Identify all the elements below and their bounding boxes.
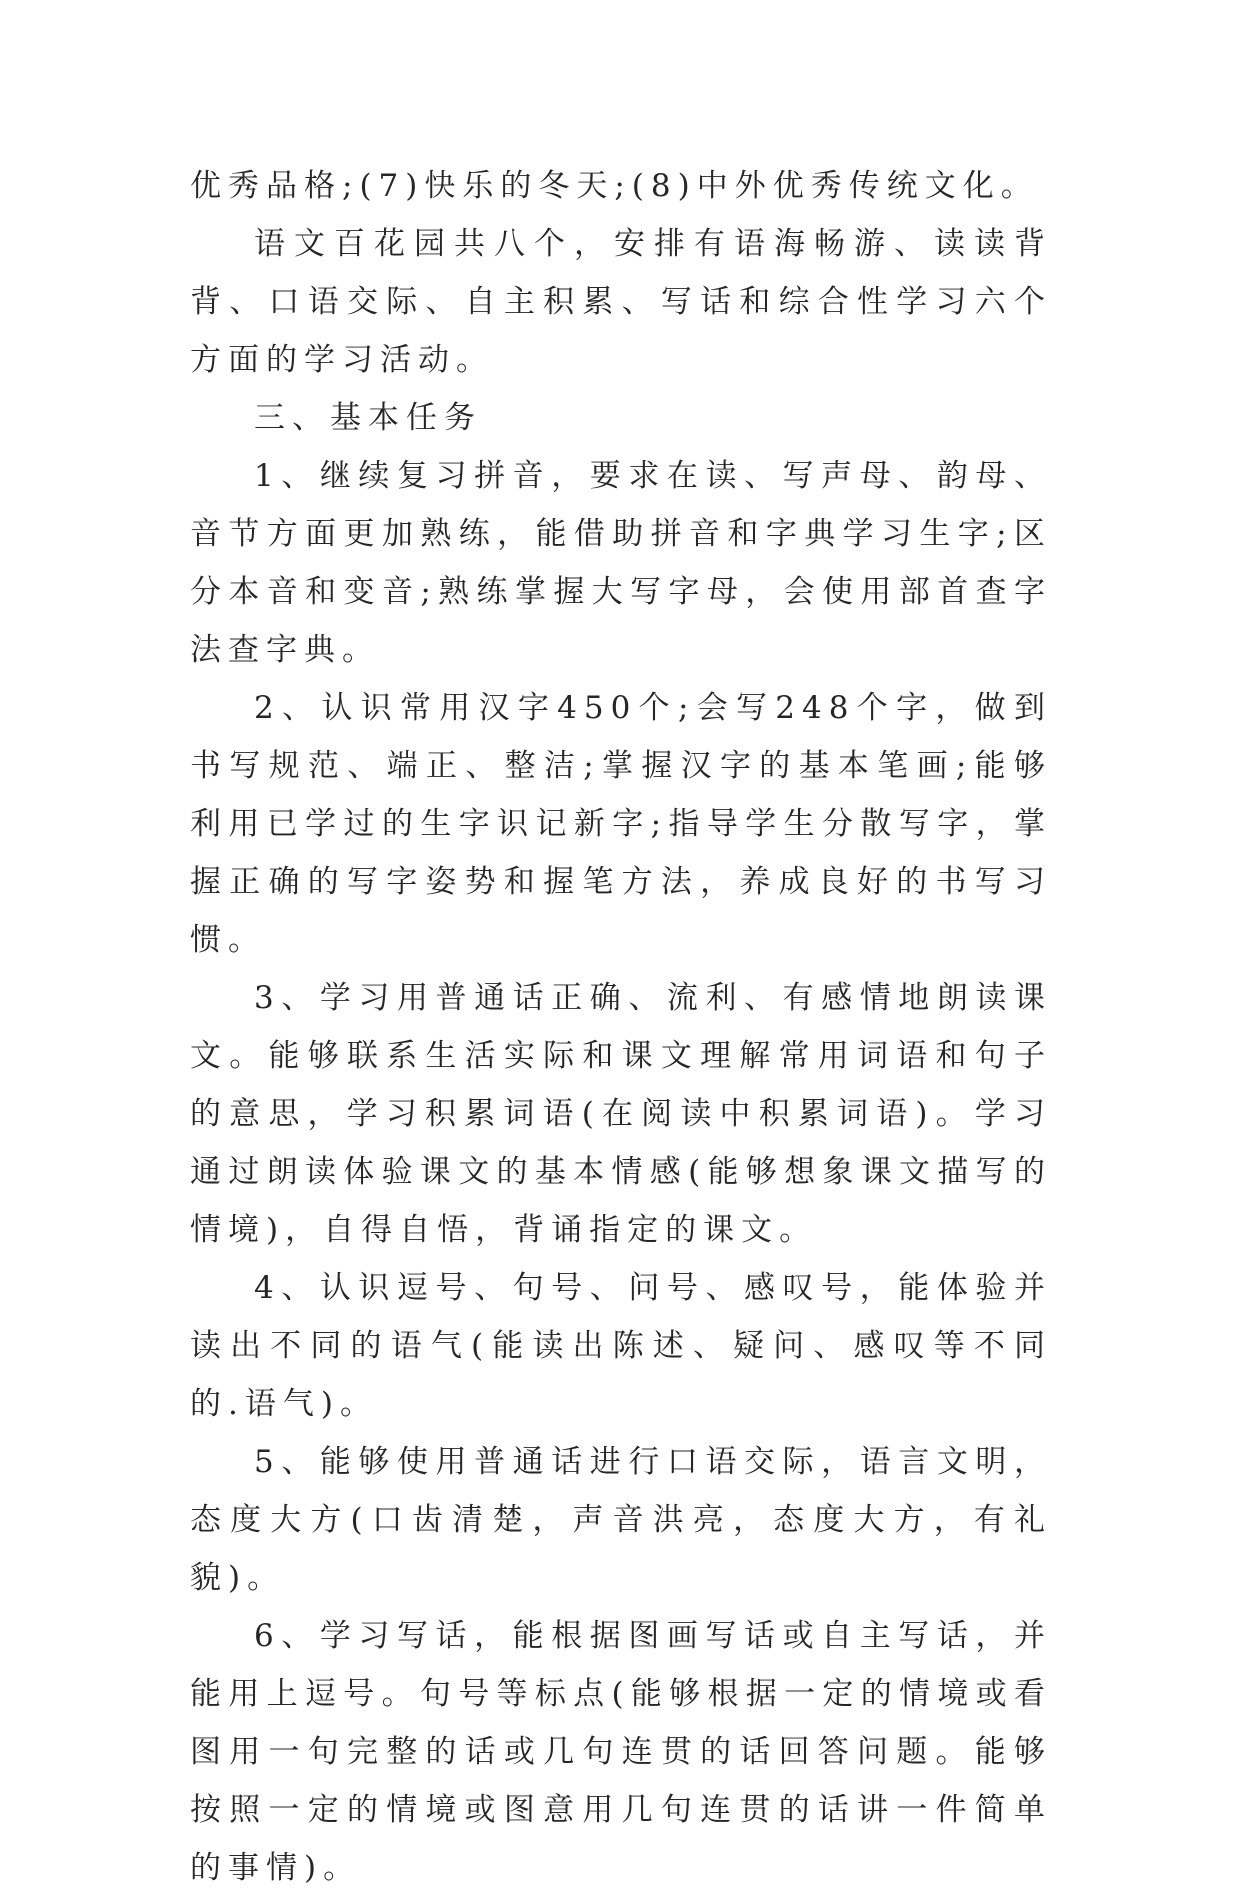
task-item-4: 4、认识逗号、句号、问号、感叹号，能体验并读出不同的语气(能读出陈述、疑问、感叹等不同的.语气)。	[190, 1270, 1052, 1422]
paragraph-2: 语文百花园共八个，安排有语海畅游、读读背背、口语交际、自主积累、写话和综合性学习六个方面的学习活动。	[190, 226, 1052, 378]
task-item-3: 3、学习用普通话正确、流利、有感情地朗读课文。能够联系生活实际和课文理解常用词语和句子的意思，学习积累词语(在阅读中积累词语)。学习通过朗读体验课文的基本情感(能够想象课文描写的情境)，自得自悟，背诵指定的课文。	[190, 980, 1052, 1248]
task-item-6: 6、学习写话，能根据图画写话或自主写话，并能用上逗号。句号等标点(能够根据一定的情境或看图用一句完整的话或几句连贯的话回答问题。能够按照一定的情境或图意用几句连贯的话讲一件简单的事情)。	[190, 1618, 1052, 1886]
document-body	[190, 157, 1052, 1897]
paragraph-1: 优秀品格;(7)快乐的冬天;(8)中外优秀传统文化。	[190, 168, 1039, 204]
section-heading: 三、基本任务	[254, 400, 482, 436]
task-item-1: 1、继续复习拼音，要求在读、写声母、韵母、音节方面更加熟练，能借助拼音和字典学习生字;区分本音和变音;熟练掌握大写字母，会使用部首查字法查字典。	[190, 458, 1052, 668]
task-item-5: 5、能够使用普通话进行口语交际，语言文明，态度大方(口齿清楚，声音洪亮，态度大方，有礼貌)。	[190, 1444, 1052, 1596]
task-item-2: 2、认识常用汉字450个;会写248个字，做到书写规范、端正、整洁;掌握汉字的基本笔画;能够利用已学过的生字识记新字;指导学生分散写字，掌握正确的写字姿势和握笔方法，养成良好的书写习惯。	[190, 690, 1052, 958]
